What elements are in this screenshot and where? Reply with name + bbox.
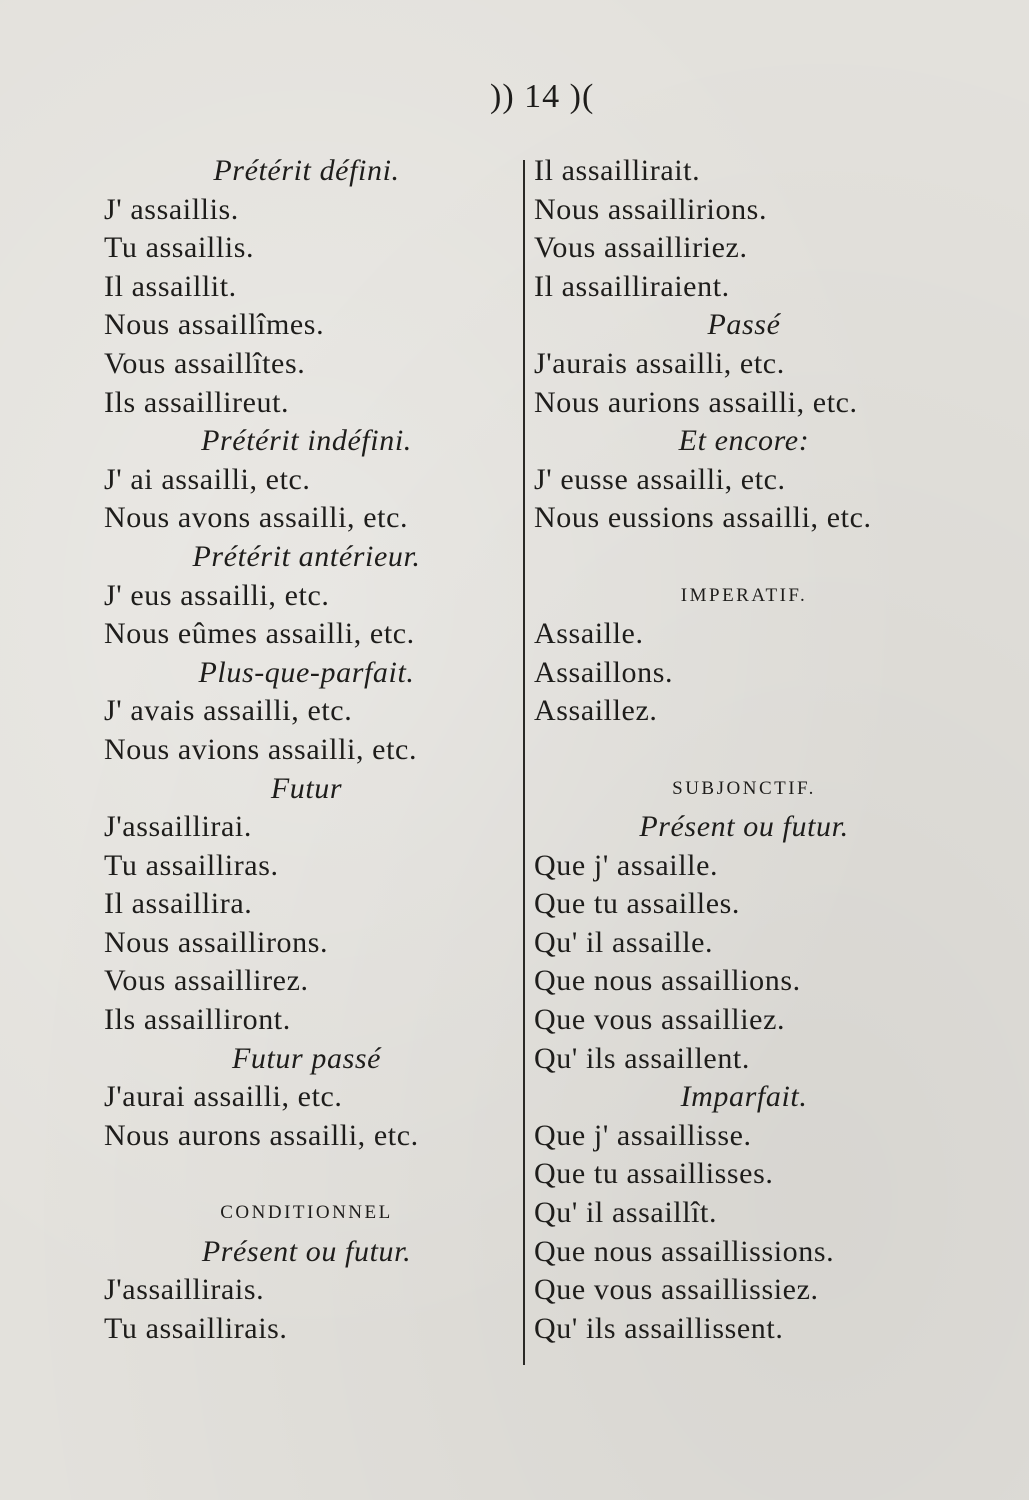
- right-conjugation-line: Il assaillirait.: [534, 154, 701, 187]
- left-conjugation-line: Ils assailliront.: [104, 1003, 291, 1037]
- left-spacer: [104, 1155, 509, 1194]
- left-conjugation-line: Nous avions assailli, etc.: [104, 732, 418, 766]
- right-conjugation-line: Que tu assailles.: [534, 887, 740, 921]
- left-conjugation-line: J'assaillirai.: [104, 810, 252, 844]
- left-conjugation-line: Il assaillit.: [104, 269, 237, 303]
- right-conjugation-line: Que j' assaille.: [534, 848, 719, 882]
- right-conjugation-line: Qu' ils assaillissent.: [534, 1311, 784, 1345]
- left-tense-heading: Prétérit indéfini.: [201, 424, 412, 458]
- right-conjugation-line: Que nous assaillions.: [534, 964, 801, 998]
- right-tense-heading: Présent ou futur.: [639, 810, 849, 844]
- left-tense-heading: Présent ou futur.: [201, 1234, 412, 1268]
- page-number: )) 14 )(: [490, 78, 595, 115]
- right-tense-heading: Et encore:: [678, 424, 810, 458]
- right-mood-heading: SUBJONCTIF.: [672, 777, 816, 799]
- right-conjugation-line: Assaillons.: [534, 655, 674, 689]
- left-conjugation-line: Vous assaillirez.: [104, 964, 309, 998]
- right-tense-heading: Passé: [707, 308, 781, 342]
- left-tense-heading: Futur: [270, 771, 343, 805]
- left-conjugation-line: Nous avons assailli, etc.: [104, 501, 409, 535]
- left-conjugation-line: J'assaillirais.: [104, 1273, 265, 1307]
- right-conjugation-line: Qu' il assaille.: [534, 925, 714, 959]
- left-conjugation-line: Vous assaillîtes.: [104, 346, 306, 380]
- right-tense-heading: Imparfait.: [680, 1080, 808, 1114]
- right-conjugation-line: J' eusse assailli, etc.: [534, 462, 786, 496]
- right-conjugation-line: Qu' il assaillît.: [534, 1196, 718, 1230]
- left-tense-heading: Futur passé: [231, 1041, 382, 1075]
- right-conjugation-line: Il assailliraient.: [534, 269, 730, 303]
- right-conjugation-line: Que vous assaillissiez.: [534, 1273, 819, 1307]
- left-mood-heading: CONDITIONNEL: [220, 1202, 393, 1224]
- right-conjugation-line: Nous aurions assailli, etc.: [534, 385, 858, 419]
- column-divider: [523, 160, 525, 1365]
- left-conjugation-line: Ils assaillireut.: [104, 385, 290, 419]
- left-conjugation-line: Nous eûmes assailli, etc.: [104, 617, 415, 651]
- left-conjugation-line: J' assaillis.: [104, 192, 239, 226]
- right-conjugation-line: Assaillez.: [534, 694, 658, 728]
- left-tense-heading: Prétérit antérieur.: [192, 539, 421, 573]
- left-conjugation-line: Nous assaillîmes.: [104, 308, 325, 342]
- left-conjugation-line: J' avais assailli, etc.: [104, 694, 353, 728]
- left-conjugation-line: J'aurai assailli, etc.: [104, 1080, 343, 1114]
- left-column: [104, 152, 509, 1348]
- right-conjugation-line: Qu' ils assaillent.: [534, 1041, 750, 1075]
- left-conjugation-line: Nous assaillirons.: [104, 925, 329, 959]
- right-conjugation-line: Vous assailliriez.: [534, 231, 748, 265]
- right-conjugation-line: Que vous assailliez.: [534, 1003, 786, 1037]
- right-conjugation-line: J'aurais assailli, etc.: [534, 346, 785, 380]
- right-conjugation-line: Assaille.: [534, 617, 644, 651]
- right-conjugation-line: Que tu assaillisses.: [534, 1157, 774, 1191]
- right-conjugation-line: Nous assaillirions.: [534, 192, 768, 226]
- right-conjugation-line: Que nous assaillissions.: [534, 1234, 835, 1268]
- right-mood-heading: IMPERATIF.: [680, 584, 808, 606]
- right-column: [534, 152, 954, 1348]
- left-conjugation-line: J' ai assailli, etc.: [104, 462, 311, 496]
- left-conjugation-line: Il assaillira.: [104, 887, 253, 921]
- right-spacer: [534, 731, 954, 770]
- left-conjugation-line: Tu assaillis.: [104, 231, 255, 265]
- left-tense-heading: Prétérit défini.: [213, 154, 400, 187]
- right-spacer: [534, 538, 954, 577]
- right-conjugation-line: Que j' assaillisse.: [534, 1118, 752, 1152]
- left-conjugation-line: Tu assaillirais.: [104, 1311, 288, 1345]
- left-conjugation-line: Tu assailliras.: [104, 848, 279, 882]
- left-conjugation-line: Nous aurons assailli, etc.: [104, 1118, 419, 1152]
- left-conjugation-line: J' eus assailli, etc.: [104, 578, 330, 612]
- left-tense-heading: Plus-que-parfait.: [198, 655, 415, 689]
- right-conjugation-line: Nous eussions assailli, etc.: [534, 501, 872, 535]
